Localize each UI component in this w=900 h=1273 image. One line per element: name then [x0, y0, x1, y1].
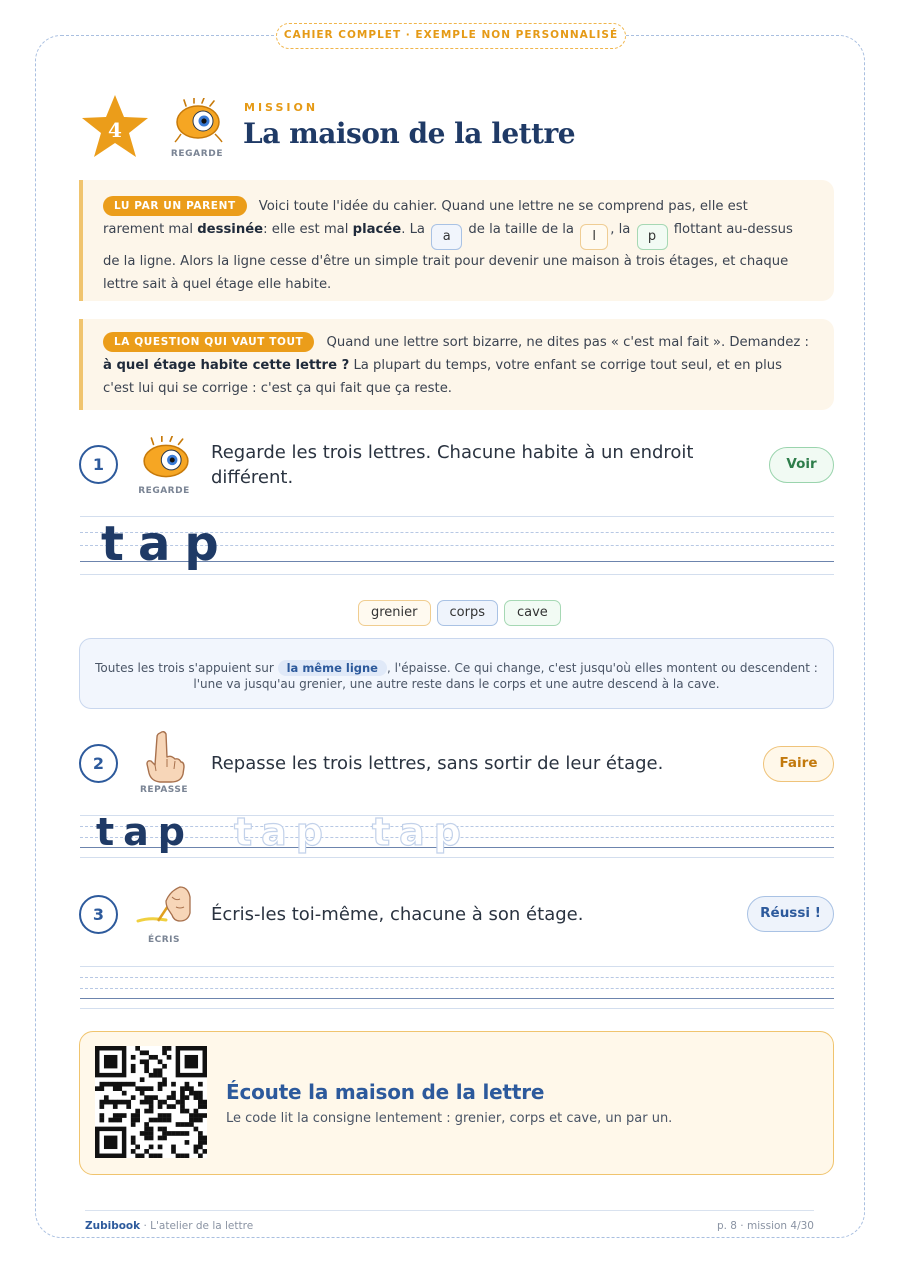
trace-model-word: tap	[96, 810, 195, 854]
question-note-tag: LA QUESTION QUI VAUT TOUT	[103, 332, 314, 352]
step-1-number: 1	[79, 445, 118, 484]
writing-hand-icon	[136, 883, 192, 929]
faire-button[interactable]: Faire	[763, 746, 834, 782]
question-note	[79, 319, 834, 410]
footer-divider	[85, 1210, 814, 1211]
parent-note	[79, 180, 834, 301]
question-note-bold: à quel étage habite cette lettre ?	[103, 358, 350, 373]
step-1-instruction: Regarde les trois lettres. Chacune habite à un endroit différent.	[211, 442, 694, 488]
step-3-number: 3	[79, 895, 118, 934]
model-word: tap	[101, 516, 233, 572]
step-2-icon-label: REPASSE	[139, 785, 189, 795]
zone-tag-corps: corps	[437, 600, 498, 626]
pointing-finger-icon	[138, 729, 188, 784]
letter-chip-p: p	[637, 224, 668, 250]
brand-tagline: · L'atelier de la lettre	[140, 1220, 254, 1232]
question-note-text: La plupart du temps, votre enfant se corrige tout seul, et en plus c'est lui qui se corrige : c'est ça qui fait que ça reste.	[103, 358, 782, 396]
step-2-instruction: Repasse les trois lettres, sans sortir de leur étage.	[211, 753, 664, 774]
parent-note-text: . La	[401, 222, 430, 237]
trace-ghost-word-1[interactable]: tap	[234, 810, 333, 854]
top-banner: CAHIER COMPLET · EXEMPLE NON PERSONNALISÉ	[276, 23, 626, 49]
reussi-button[interactable]: Réussi !	[747, 896, 834, 932]
page-indicator: p. 8 · mission 4/30	[716, 1220, 814, 1232]
parent-note-text: , la	[610, 222, 635, 237]
audio-title: Écoute la maison de la lettre	[226, 1080, 545, 1104]
step-3-icon-label: ÉCRIS	[147, 935, 180, 945]
mission-number: 4	[108, 118, 122, 142]
parent-note-text: : elle est mal	[263, 222, 353, 237]
info-text: l'une va jusqu'au grenier, une autre reste dans le corps et une autre descend à la cave.	[193, 677, 720, 691]
footer-brand	[85, 1220, 253, 1232]
brand-name: Zubibook	[85, 1220, 141, 1232]
trace-ghost-word-2[interactable]: tap	[372, 810, 471, 854]
letter-chip-a: a	[431, 224, 462, 250]
question-note-text: Quand une lettre sort bizarre, ne dites pas « c'est mal fait ». Demandez :	[326, 335, 809, 350]
letter-chip-l: l	[580, 224, 608, 250]
voir-button[interactable]: Voir	[769, 447, 834, 483]
eye-mascot-icon	[138, 436, 194, 486]
info-text: Toutes les trois s'appuient sur	[95, 661, 278, 675]
parent-note-text: flottant au-dessus de la ligne. Alors la ligne cesse d'être un simple trait pour devenir une maison à trois étages, et chaque lettre sait à quel étage elle habite.	[103, 222, 793, 292]
parent-note-bold-1: dessinée	[197, 222, 264, 237]
mission-kicker: MISSION	[244, 101, 319, 114]
qr-code[interactable]	[95, 1046, 207, 1158]
step-2-number: 2	[79, 744, 118, 783]
mascot-label: REGARDE	[170, 149, 224, 159]
info-highlight: la même ligne	[278, 660, 387, 676]
parent-note-bold-2: placée	[352, 222, 402, 237]
parent-note-text: de la taille de la	[464, 222, 579, 237]
step-1-icon-label: REGARDE	[138, 486, 190, 496]
step-3-instruction: Écris-les toi-même, chacune à son étage.	[211, 904, 584, 925]
writing-lines-3[interactable]	[80, 966, 834, 1010]
eye-mascot-icon	[172, 98, 224, 146]
info-text: , l'épaisse. Ce qui change, c'est jusqu'où elles montent ou descendent :	[387, 661, 818, 675]
audio-subtitle: Le code lit la consigne lentement : grenier, corps et cave, un par un.	[226, 1111, 673, 1126]
zone-tag-grenier: grenier	[358, 600, 431, 626]
zone-tag-cave: cave	[504, 600, 561, 626]
zone-tags	[358, 600, 561, 626]
info-box	[79, 638, 834, 709]
parent-note-text: Voici toute l'idée du cahier. Quand une lettre ne se comprend pas, elle est rarement mal	[103, 199, 748, 237]
page-title: La maison de la lettre	[243, 117, 576, 150]
parent-note-tag: LU PAR UN PARENT	[103, 196, 247, 216]
